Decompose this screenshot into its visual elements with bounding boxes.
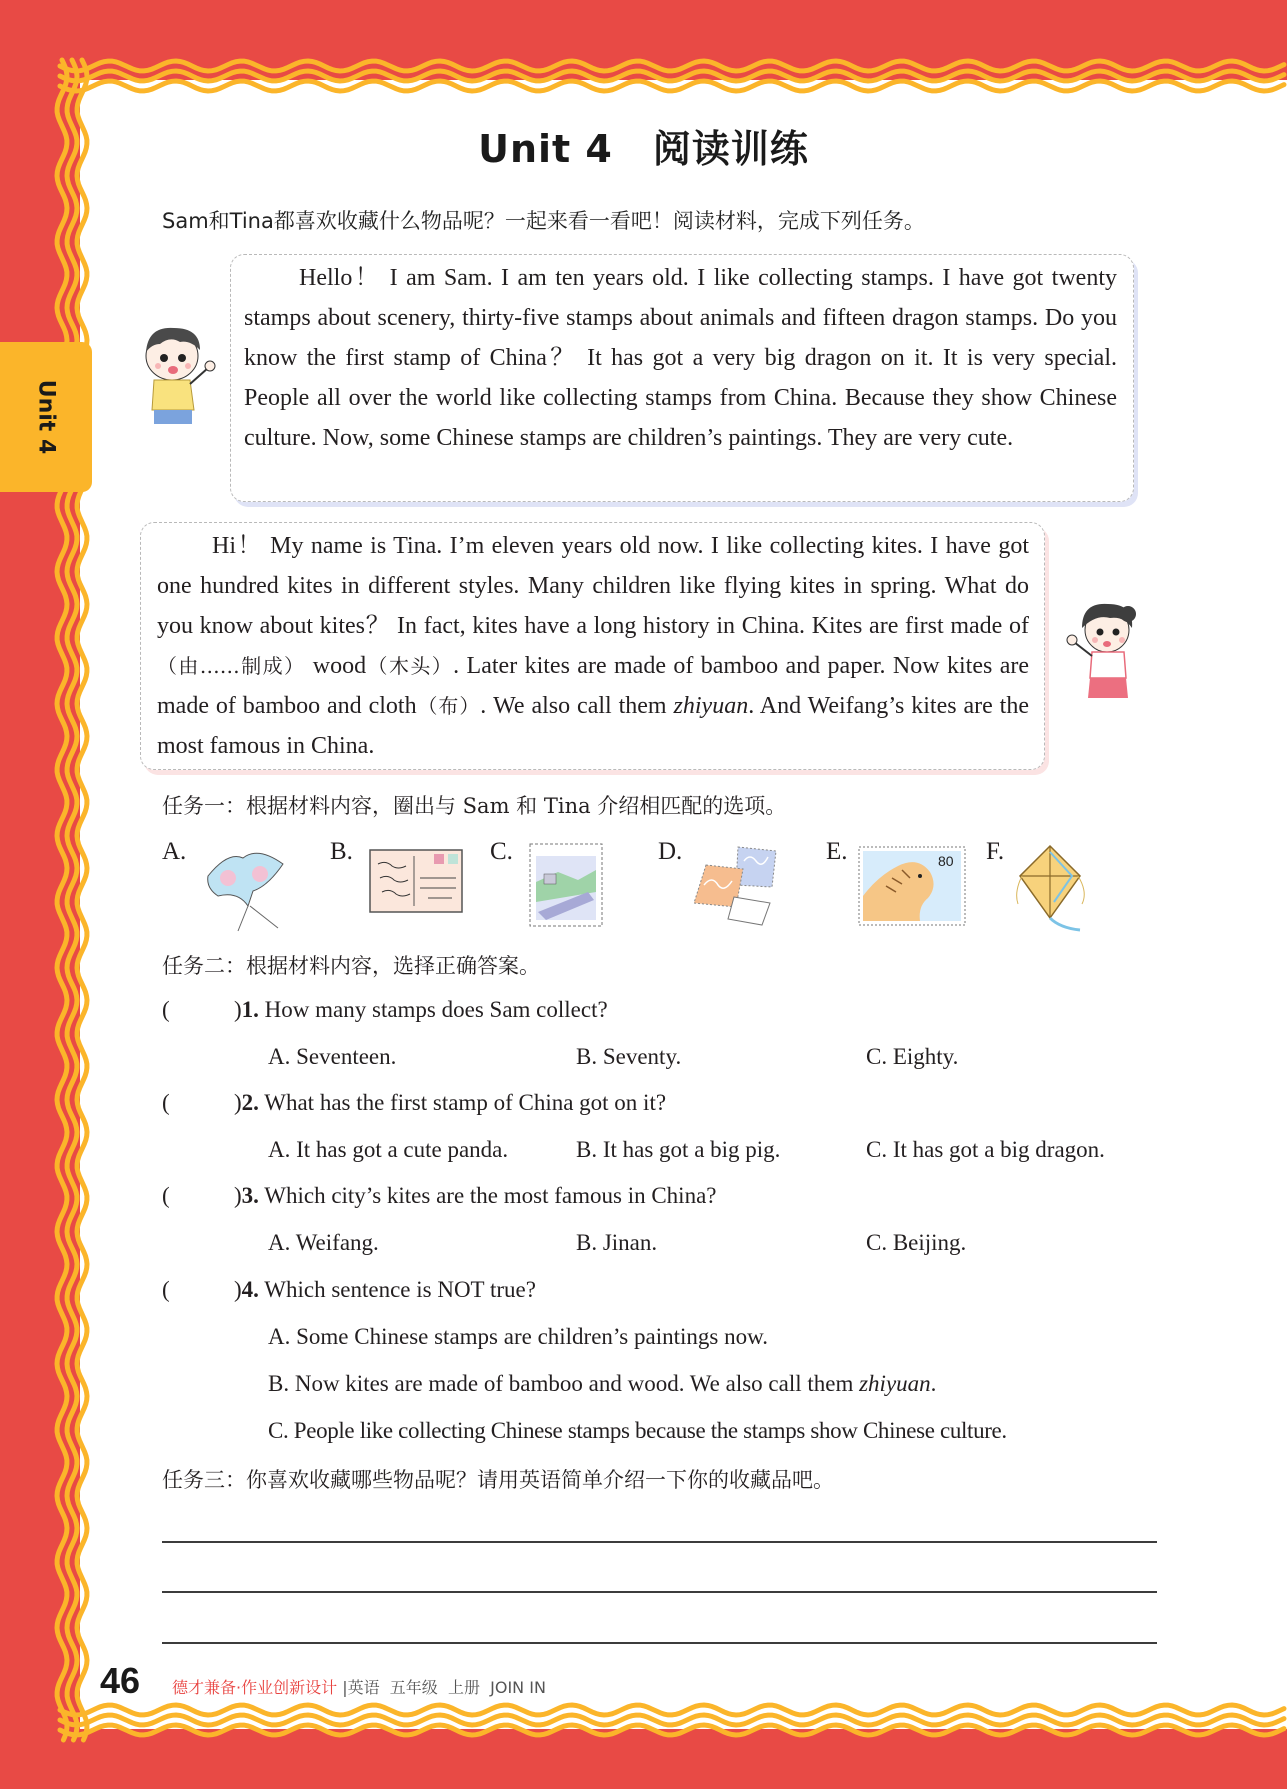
task1-heading: 任务一：根据材料内容，圈出与 Sam 和 Tina 介绍相匹配的选项。	[162, 794, 787, 818]
gloss-cloth: （布）	[416, 694, 481, 718]
title-cn: 阅读训练	[652, 127, 809, 171]
left-wave-0	[57, 60, 67, 1740]
page-number: 46	[100, 1660, 141, 1701]
sam-passage-text: Hello！ I am Sam. I am ten years old. I like collecting stamps. I have got twenty stamps about scenery, thirty-five stamps about animals and fifteen dragon stamps. Do you know the first stamp of China？ It has got a very big dragon on it. It is very special. People all over the world like collecting stamps from China. Because they show Chinese culture. Now, some Chinese stamps are children’s paintings. They are very cute.	[244, 265, 1117, 451]
boy-illustration	[130, 318, 225, 433]
q1-choice-c[interactable]: C. Eighty.	[866, 1044, 959, 1069]
answer-line-2[interactable]	[162, 1591, 1157, 1593]
tiger-stamp-picture[interactable]	[858, 846, 966, 926]
option-f-label: F.	[986, 838, 1005, 865]
tina-text-2: wood	[305, 653, 367, 679]
q2-choice-c[interactable]: C. It has got a big dragon.	[866, 1137, 1105, 1162]
answer-line-3[interactable]	[162, 1642, 1157, 1644]
diamond-kite-picture[interactable]	[1010, 842, 1090, 932]
q3-choice-b[interactable]: B. Jinan.	[576, 1230, 658, 1255]
option-a-label: A.	[162, 838, 187, 865]
task3-heading: 任务三：你喜欢收藏哪些物品呢？请用英语简单介绍一下你的收藏品吧。	[162, 1468, 834, 1492]
top-wave-0	[60, 61, 1284, 71]
q3-choice-a[interactable]: A. Weifang.	[268, 1230, 379, 1255]
tina-passage	[157, 526, 1029, 766]
page-title	[0, 118, 1287, 173]
q1-choice-b[interactable]: B. Seventy.	[576, 1044, 682, 1069]
tina-text-3: . Later kites are made of bamboo and paper. Now kites are made of bamboo and cloth	[157, 653, 1030, 719]
title-en: Unit 4	[478, 127, 613, 171]
intro-instruction: Sam和Tina都喜欢收藏什么物品呢？一起来看一看吧！阅读材料，完成下列任务。	[162, 209, 925, 233]
footer-brand: 德才兼备·作业创新设计	[172, 1678, 338, 1697]
answer-blank-2[interactable]: (	[162, 1090, 170, 1115]
q2-choice-a[interactable]: A. It has got a cute panda.	[268, 1137, 509, 1162]
answer-blank-4[interactable]: (	[162, 1277, 170, 1302]
footer-grade: 五年级	[389, 1678, 438, 1697]
footer-edition: JOIN IN	[490, 1678, 546, 1697]
option-c-label: C.	[490, 838, 513, 865]
question-2: ( )2. What has the first stamp of China got on it?	[162, 1090, 667, 1115]
answer-blank-1[interactable]: (	[162, 997, 170, 1022]
great-wall-stamp-picture[interactable]	[528, 842, 604, 928]
swallow-kite-picture[interactable]	[198, 836, 293, 936]
girl-illustration	[1062, 592, 1147, 707]
footer-info	[172, 1675, 546, 1698]
question-4: ( )4. Which sentence is NOT true?	[162, 1277, 536, 1302]
autographs-picture[interactable]	[688, 845, 780, 927]
gloss-wood: （木头）	[366, 654, 454, 678]
tina-text-1: Hi！ My name is Tina. I’m eleven years old now. I like collecting kites. I have got one hundred kites in different styles. Many children like flying kites in spring. What do you know about kites？ In fact, kites have a long history in China. Kites are first made of	[157, 533, 1029, 639]
footer-volume: 上册	[447, 1678, 480, 1697]
tina-text-5: . And Weifang’s kites are the most famous in China.	[157, 693, 1030, 759]
q4-choice-a[interactable]: A. Some Chinese stamps are children’s paintings now.	[268, 1324, 768, 1349]
q1-choice-a[interactable]: A. Seventeen.	[268, 1044, 397, 1069]
option-b-label: B.	[330, 838, 353, 865]
q4-choice-b[interactable]: B. Now kites are made of bamboo and wood. We also call them zhiyuan.	[268, 1371, 937, 1396]
question-1: ( )1. How many stamps does Sam collect?	[162, 997, 608, 1022]
tina-text-4: . We also call them	[480, 693, 674, 719]
sam-passage	[244, 258, 1117, 458]
task2-heading: 任务二：根据材料内容，选择正确答案。	[162, 954, 540, 978]
unit-tab[interactable]	[0, 342, 92, 492]
option-d-label: D.	[658, 838, 683, 865]
gloss-made-of: （由……制成）	[157, 654, 306, 678]
option-e-label: E.	[826, 838, 848, 865]
tiger-stamp-value: 80	[938, 853, 954, 869]
q2-choice-b[interactable]: B. It has got a big pig.	[576, 1137, 781, 1162]
question-3: ( )3. Which city’s kites are the most famous in China?	[162, 1183, 717, 1208]
answer-blank-3[interactable]: (	[162, 1183, 170, 1208]
footer-separator: |	[342, 1678, 348, 1697]
left-wave-1	[67, 60, 77, 1740]
q3-choice-c[interactable]: C. Beijing.	[866, 1230, 967, 1255]
unit-tab-label: Unit 4	[33, 379, 59, 455]
postcard-picture[interactable]	[368, 848, 466, 916]
q4-choice-c[interactable]: C. People like collecting Chinese stamps because the stamps show Chinese culture.	[268, 1418, 1007, 1443]
footer-subject: 英语	[347, 1678, 380, 1697]
tina-italic-term: zhiyuan	[673, 693, 749, 719]
answer-line-1[interactable]	[162, 1541, 1157, 1543]
